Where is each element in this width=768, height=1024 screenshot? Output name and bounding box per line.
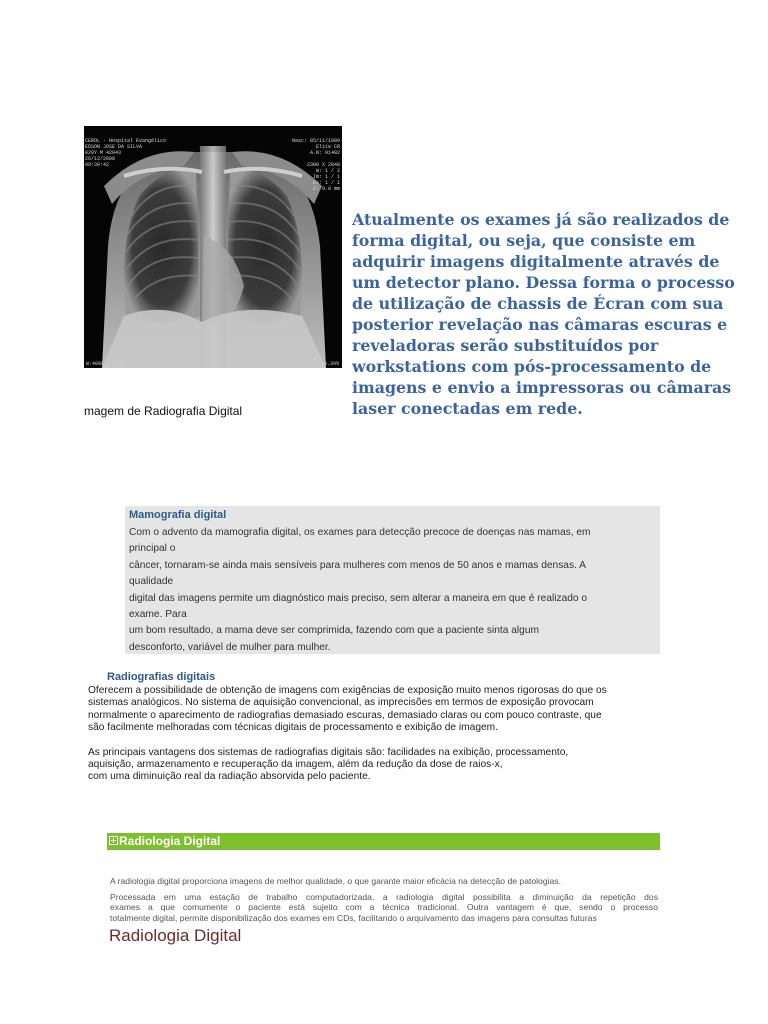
mamografia-line: qualidade [129,576,174,588]
radiografias-line: são facilmente melhoradas com técnicas digitais de processamento e exibição de imagem. [88,722,498,734]
mamografia-line: principal o [129,543,176,555]
intro-line: de utilização de chassis de Écran com sua [352,294,724,313]
mamografia-body [129,525,657,656]
radiologia-bar-title: Radiologia Digital [119,834,221,848]
intro-line: um detector plano. Dessa forma o processo [352,273,735,292]
intro-line: laser conectadas em rede. [352,399,583,418]
radiologia-paragraph-2 [110,892,658,923]
intro-line: reveladoras serão substituídos por [352,336,659,355]
intro-line: imagens e envio a impressoras ou câmaras [352,378,732,397]
radiologia-heading: Radiologia Digital [109,926,242,945]
radiologia-line: totalmente digital, permite disponibilização dos exames em CDs, facilitando o arquivamento das imagens para consultas futuras [110,912,597,923]
mamografia-line: câncer, tornaram-se ainda mais sensíveis para mulheres com menos de 50 anos e mamas densas. A [129,559,586,571]
mamografia-section [125,506,660,654]
intro-line: forma digital, ou seja, que consiste em [352,231,696,250]
image-caption: magem de Radiografia Digital [84,404,243,418]
mamografia-line: Com o advento da mamografia digital, os exames para detecção precoce de doenças nas mamas, em [129,527,591,538]
xray-header-left: CEROL - Hospital Evangélico EDSON JOSE DA SILVA 029Y M 42043 26/12/2008 09:39:42 [85,138,167,168]
radiografias-line: sistemas analógicos. No sistema de aquisição convencional, as imprecisões em termos de exposição provocam [88,697,594,709]
radiologia-line: Processada em uma estação de trabalho computadorizada, a radiologia digital possibilita a diminuição da repetição dos [110,892,658,902]
intro-line: posterior revelação nas câmaras escuras e [352,315,728,334]
mamografia-title: Mamografia digital [129,509,227,521]
intro-line: adquirir imagens digitalmente através de [352,252,720,271]
xray-footer-right: 20.39% [320,361,339,367]
radiografias-body [88,685,668,784]
xray-footer-left: W:4006 L:2048 [86,361,126,367]
radiografias-line: com uma diminuição real da radiação absorvida pelo paciente. [88,771,371,783]
mamografia-line: desconforto, variável de mulher para mulher. [129,641,331,653]
chest-xray-image [84,126,342,368]
intro-line: Atualmente os exames já são realizados de [352,210,730,229]
intro-paragraph [352,209,768,419]
xray-header-right: Nasc: 05/11/1980 Elite CR A.N: 91402 2300 X 2048 W: 1 / 2 Im: 1 / 1 Ex: 1 / 1 Z: 0.0 mm [291,138,340,192]
mamografia-line: digital das imagens permite um diagnóstico mais preciso, sem alterar a maneira em que é realizado o [129,592,588,604]
radiografias-line: Oferecem a possibilidade de obtenção de imagens com exigências de exposição muito menos rigorosas do que os [88,685,607,696]
radiografias-line: normalmente o aparecimento de radiografias demasiado escuras, demasiado claras ou com pouco contraste, que [88,709,602,721]
radiografias-line: As principais vantagens dos sistemas de radiografias digitais são: facilidades na exibição, processamento, [88,746,569,758]
mamografia-line: um bom resultado, a mama deve ser comprimida, fazendo com que a paciente sinta algum [129,625,539,637]
mamografia-line: exame. Para [129,609,187,621]
expand-plus-icon[interactable] [109,836,118,845]
radiologia-paragraph-1: A radiologia digital proporciona imagens de melhor qualidade, o que garante maior eficácia na detecção de patologias. [110,876,561,886]
intro-line: workstations com pós-processamento de [352,357,712,376]
radiologia-header-bar[interactable] [107,833,660,850]
radiografias-line: aquisição, armazenamento e recuperação da imagem, além da redução da dose de raios-x, [88,759,503,771]
radiologia-line: exames a que comumente o paciente está sujeito com a técnica tradicional. Outra vantagem é que, sendo o processo [110,902,658,913]
radiografias-title: Radiografias digitais [107,671,216,683]
